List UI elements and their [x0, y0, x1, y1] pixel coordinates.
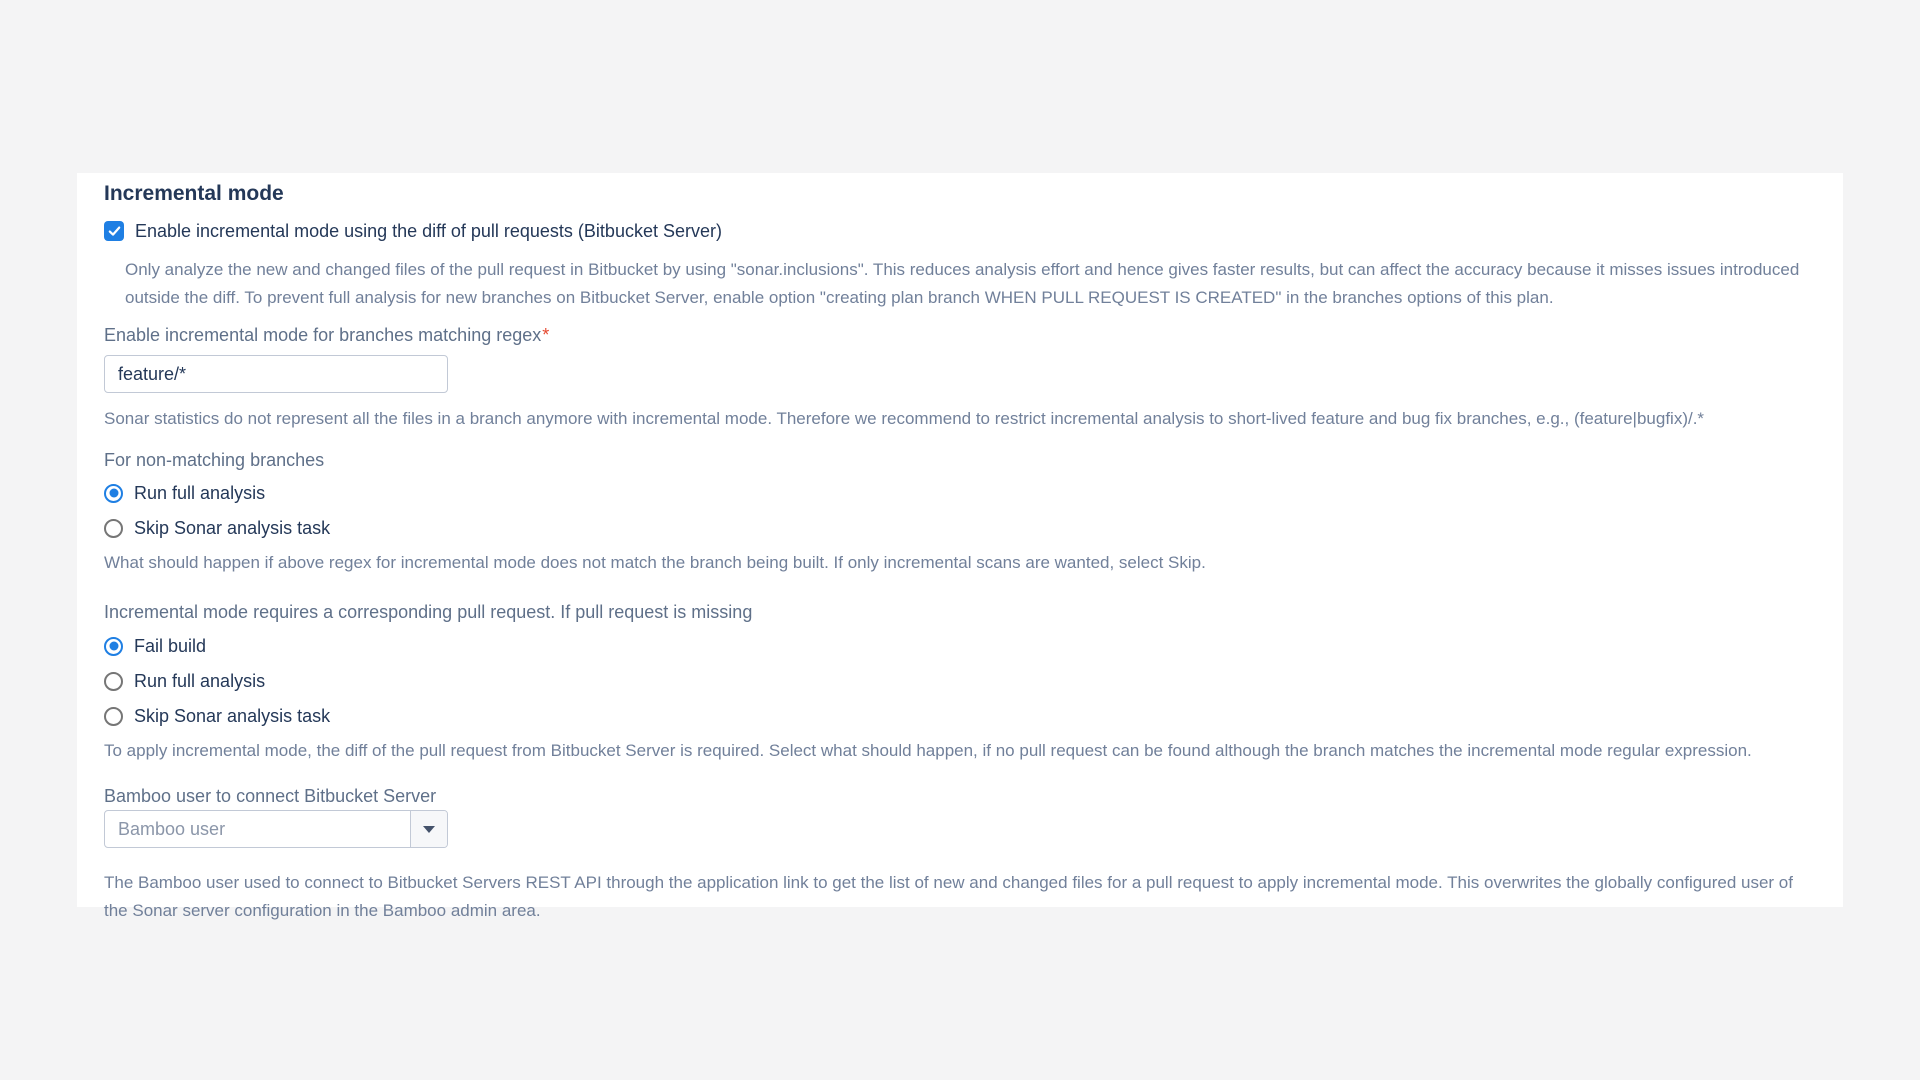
bamboo-user-help-text: The Bamboo user used to connect to Bitbucket Servers REST API through the application link to get the list of new and changed files for a pull request to apply incremental mode. This overwrites the globally configured user of the Sonar server configuration in the Bamboo admin area.	[104, 873, 1793, 920]
radio-label: Skip Sonar analysis task	[134, 518, 331, 538]
check-icon	[108, 226, 121, 237]
enable-incremental-checkbox[interactable]	[104, 221, 124, 241]
radio-selected-icon[interactable]	[104, 637, 123, 656]
non-matching-branches-label: For non-matching branches	[104, 450, 325, 470]
bamboo-user-input[interactable]	[105, 811, 410, 847]
chevron-down-icon	[423, 826, 435, 833]
non-matching-help-text: What should happen if above regex for incremental mode does not match the branch being built. If only incremental scans are wanted, select Skip.	[104, 553, 1206, 572]
radio-label: Fail build	[134, 636, 207, 656]
regex-field-label-text: Enable incremental mode for branches matching regex	[104, 325, 542, 345]
missing-pr-help-text: To apply incremental mode, the diff of the pull request from Bitbucket Server is required. Select what should happen, if no pull request can be found although the branch matches the incremental mode regular expression.	[104, 741, 1752, 760]
radio-row-run-full-analysis-2[interactable]	[104, 669, 1816, 693]
radio-unselected-icon[interactable]	[104, 519, 123, 538]
enable-incremental-checkbox-row[interactable]	[104, 219, 1816, 243]
radio-label: Run full analysis	[134, 671, 266, 691]
regex-input[interactable]	[104, 355, 448, 393]
radio-label: Skip Sonar analysis task	[134, 706, 331, 726]
radio-label: Run full analysis	[134, 483, 266, 503]
bamboo-user-dropdown-button[interactable]	[410, 811, 447, 847]
enable-incremental-label: Enable incremental mode using the diff of pull requests (Bitbucket Server)	[135, 221, 722, 241]
required-asterisk: *	[542, 325, 550, 345]
regex-field-label	[104, 324, 1816, 346]
bamboo-user-select[interactable]	[104, 810, 448, 848]
radio-selected-icon[interactable]	[104, 484, 123, 503]
section-title: Incremental mode	[104, 182, 284, 205]
bamboo-user-label: Bamboo user to connect Bitbucket Server	[104, 786, 437, 806]
radio-row-run-full-analysis[interactable]	[104, 481, 1816, 505]
radio-row-skip-sonar-task[interactable]	[104, 516, 1816, 540]
radio-row-skip-sonar-task-2[interactable]	[104, 704, 1816, 728]
incremental-mode-panel	[77, 173, 1843, 920]
radio-row-fail-build[interactable]	[104, 634, 1816, 658]
regex-help-text: Sonar statistics do not represent all the files in a branch anymore with incremental mode. Therefore we recommend to restrict incremental analysis to short-lived feature and bug fix branches, e.g., (feature|bugfix)/.*	[104, 409, 1705, 428]
radio-unselected-icon[interactable]	[104, 672, 123, 691]
radio-unselected-icon[interactable]	[104, 707, 123, 726]
incremental-mode-description: Only analyze the new and changed files of the pull request in Bitbucket by using "sonar.inclusions". This reduces analysis effort and hence gives faster results, but can affect the accuracy because it misses issues introduced outside the diff. To prevent full analysis for new branches on Bitbucket Server, enable option "creating plan branch WHEN PULL REQUEST IS CREATED" in the branches options of this plan.	[125, 260, 1800, 307]
missing-pr-label: Incremental mode requires a corresponding pull request. If pull request is missing	[104, 602, 753, 622]
